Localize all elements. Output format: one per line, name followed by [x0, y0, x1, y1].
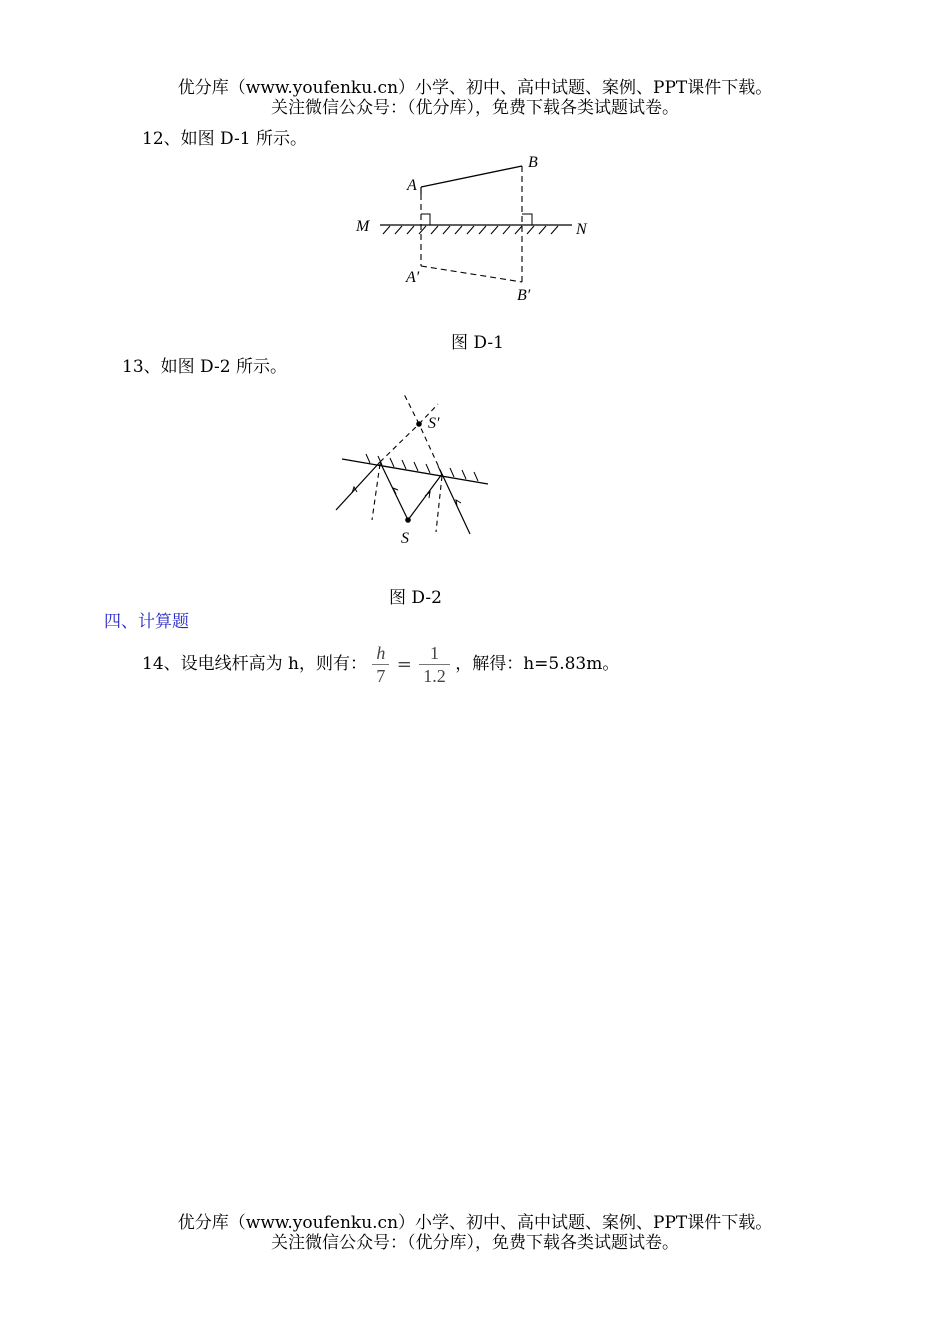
fraction-h-over-7	[372, 642, 389, 687]
dashed-normal-right	[436, 476, 442, 532]
header-line-1: 优分库（www.youfenku.cn）小学、初中、高中试题、案例、PPT课件下载。	[177, 78, 773, 98]
question-12-text: 12、如图 D-1 所示。	[142, 129, 307, 149]
question-14-prefix: 14、设电线杆高为 h，则有：	[142, 654, 367, 674]
figure-d2-caption: 图 D-2	[389, 588, 442, 608]
label-b: B	[528, 154, 538, 171]
header-line-2: 关注微信公众号：（优分库），免费下载各类试题试卷。	[271, 98, 679, 118]
arrow-reflected-right	[456, 500, 461, 506]
incident-ray-right	[408, 474, 442, 520]
question-14	[142, 640, 619, 692]
question-13-text: 13、如图 D-2 所示。	[122, 357, 287, 377]
figure-d1-diagram	[350, 150, 600, 310]
footer-line-1: 优分库（www.youfenku.cn）小学、初中、高中试题、案例、PPT课件下载。	[177, 1213, 773, 1233]
section-title-calculation: 四、计算题	[104, 612, 189, 632]
object-ab	[421, 166, 522, 187]
fraction-1-denominator: 7	[372, 664, 389, 687]
reflected-ray-left	[336, 462, 380, 510]
equals-sign: =	[396, 653, 412, 675]
fraction-1-numerator: h	[376, 643, 386, 663]
fraction-2-denominator: 1.2	[419, 664, 450, 687]
virtual-image-point	[416, 421, 422, 427]
label-s-prime: S′	[428, 415, 440, 432]
label-s: S	[401, 530, 409, 547]
fraction-1-over-1-2	[419, 642, 450, 687]
mirror-hatching	[383, 226, 558, 234]
reflected-ray-right	[442, 474, 470, 534]
right-angle-mark-a	[421, 214, 430, 225]
source-point	[405, 517, 411, 523]
question-14-suffix: ，解得：h=5.83m。	[455, 654, 620, 674]
label-b-prime: B′	[517, 287, 531, 304]
image-a-b-prime	[421, 266, 522, 282]
extension-left-up	[380, 424, 419, 462]
figure-d1-caption: 图 D-1	[451, 333, 504, 353]
right-angle-mark-b	[522, 214, 532, 225]
label-a: A	[407, 177, 417, 194]
label-m: M	[356, 218, 370, 235]
figure-d2-diagram	[330, 388, 500, 553]
label-a-prime: A′	[406, 269, 420, 286]
dashed-normal-left	[372, 464, 380, 520]
label-n: N	[576, 221, 587, 238]
footer-line-2: 关注微信公众号：（优分库），免费下载各类试题试卷。	[271, 1233, 679, 1253]
fraction-2-numerator: 1	[430, 643, 440, 663]
